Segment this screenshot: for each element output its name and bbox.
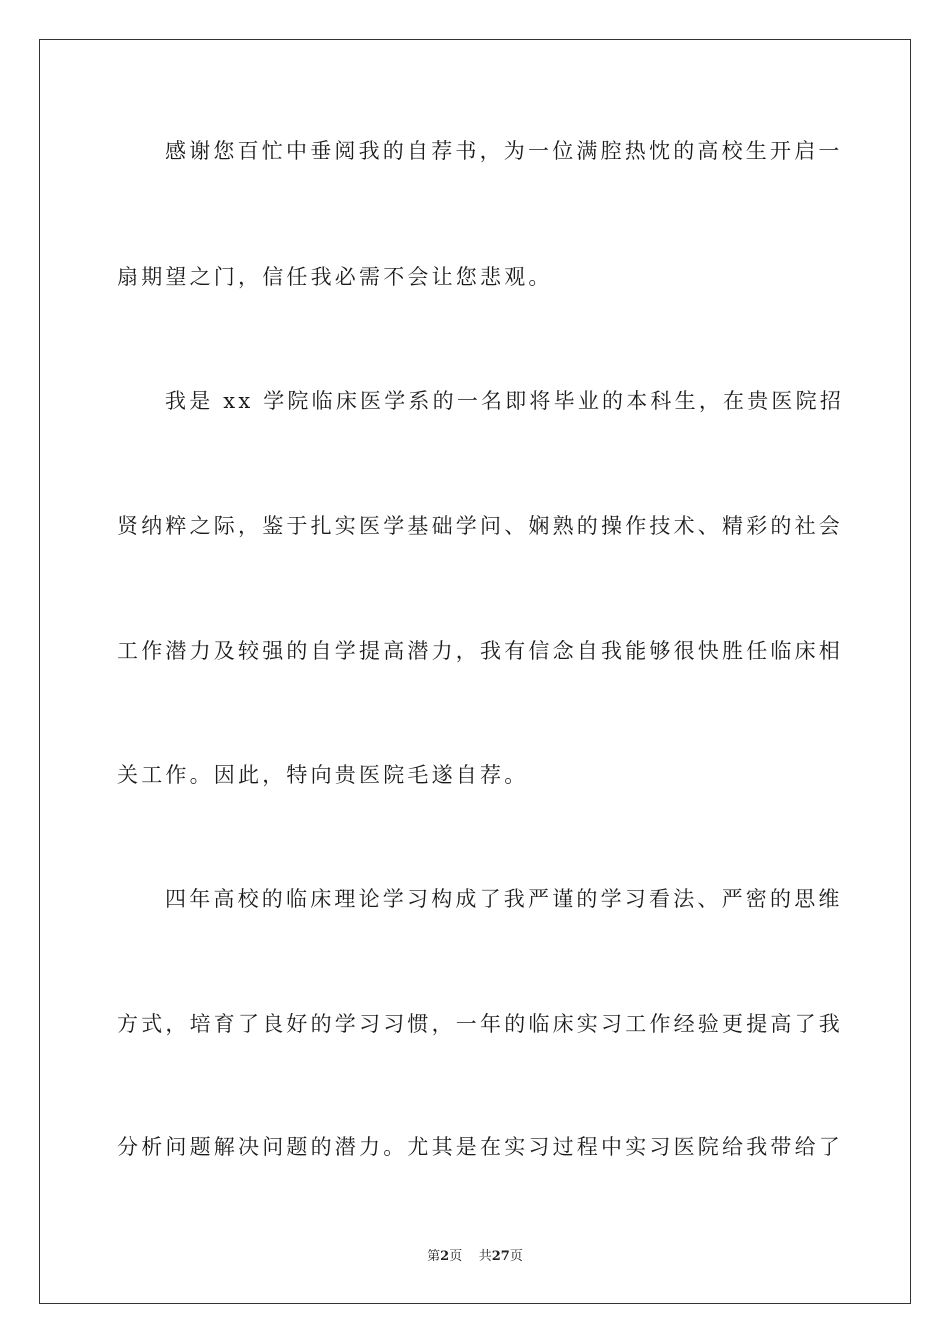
page-footer	[0, 1248, 950, 1266]
page-border	[39, 39, 911, 1304]
paragraph-3-line-2: 方式，培育了良好的学习习惯，一年的临床实习工作经验更提高了我	[117, 1012, 843, 1036]
page-suffix: 页	[449, 1249, 463, 1264]
paragraph-1-line-2: 扇期望之门，信任我必需不会让您悲观。	[117, 265, 553, 289]
total-prefix: 共	[478, 1249, 492, 1264]
paragraph-2-line-2: 贤纳粹之际，鉴于扎实医学基础学问、娴熟的操作技术、精彩的社会	[117, 514, 843, 538]
total-pages: 27	[491, 1249, 510, 1264]
page-number: 2	[440, 1249, 450, 1264]
page-prefix: 第	[427, 1249, 441, 1264]
paragraph-2-line-3: 工作潜力及较强的自学提高潜力，我有信念自我能够很快胜任临床相	[117, 639, 843, 663]
paragraph-3-line-3: 分析问题解决问题的潜力。尤其是在实习过程中实习医院给我带给了	[117, 1135, 843, 1159]
paragraph-3-line-1: 四年高校的临床理论学习构成了我严谨的学习看法、严密的思维	[165, 887, 843, 911]
total-suffix: 页	[509, 1249, 523, 1264]
paragraph-2-line-4: 关工作。因此，特向贵医院毛遂自荐。	[117, 763, 529, 787]
paragraph-1-line-1: 感谢您百忙中垂阅我的自荐书，为一位满腔热忱的高校生开启一	[165, 139, 843, 163]
paragraph-2-line-1: 我是 xx 学院临床医学系的一名即将毕业的本科生，在贵医院招	[165, 389, 845, 413]
